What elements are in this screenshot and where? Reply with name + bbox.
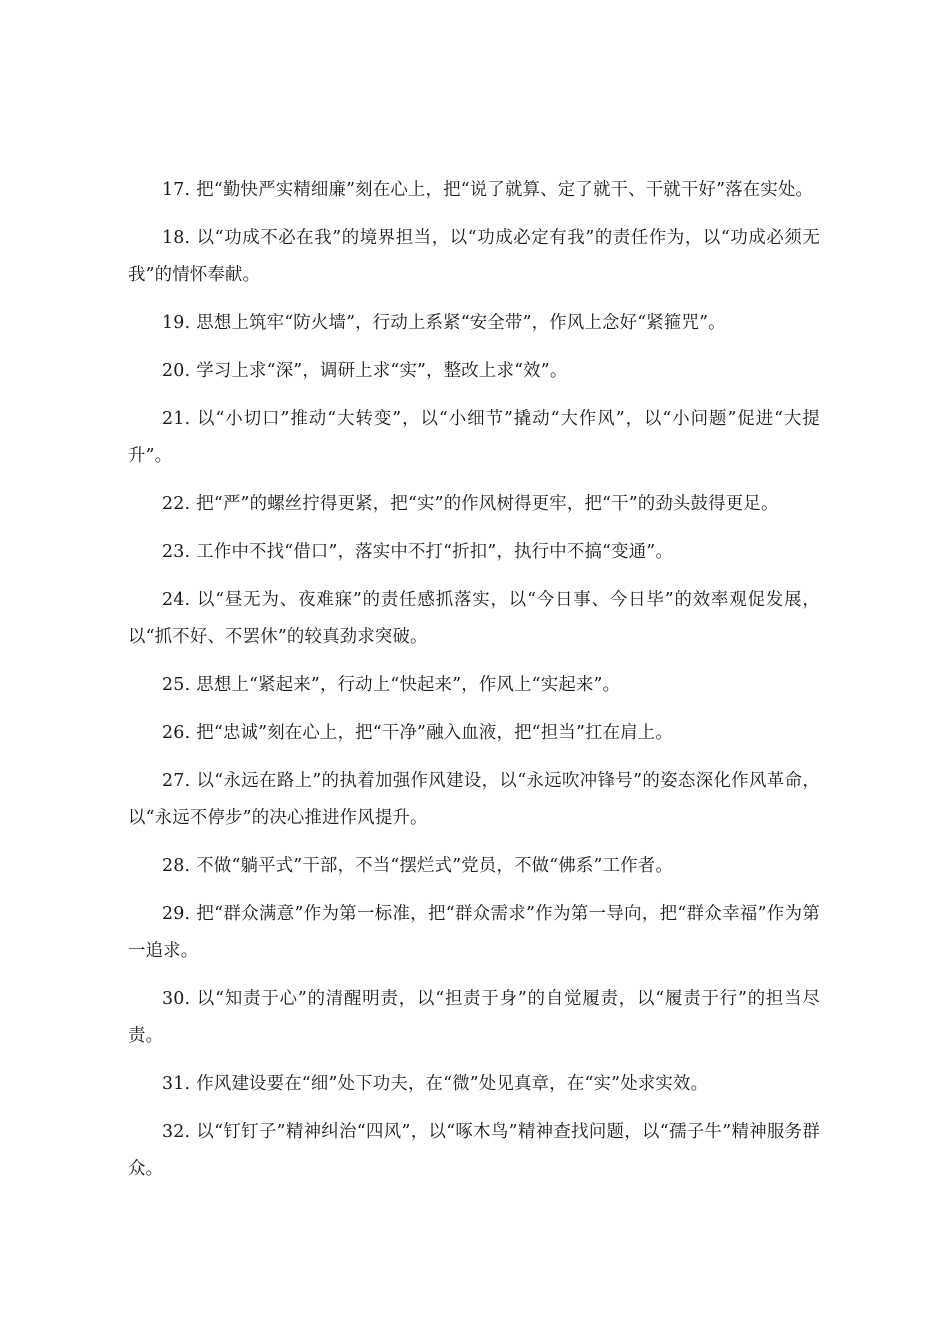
item-number: 19. [162, 313, 191, 333]
item-number: 22. [162, 494, 191, 514]
list-item [128, 582, 820, 656]
item-text: 把“忠诚”刻在心上，把“干净”融入血液，把“担当”扛在肩上。 [196, 723, 673, 743]
item-number: 18. [162, 228, 191, 248]
item-text: 以“功成不必在我”的境界担当，以“功成必定有我”的责任作为，以“功成必须无我”的情怀奉献。 [128, 228, 820, 285]
item-number: 32. [162, 1122, 191, 1142]
list-item [128, 1066, 820, 1103]
list-item [128, 305, 820, 342]
item-text: 不做“躺平式”干部，不当“摆烂式”党员，不做“佛系”工作者。 [196, 856, 673, 876]
list-item [128, 172, 820, 209]
list-item [128, 715, 820, 752]
list-item [128, 401, 820, 475]
item-number: 27. [162, 771, 191, 791]
item-number: 21. [162, 409, 191, 429]
list-item [128, 353, 820, 390]
item-text: 以“钉钉子”精神纠治“四风”，以“啄木鸟”精神查找问题，以“孺子牛”精神服务群众。 [128, 1122, 820, 1179]
list-item [128, 220, 820, 294]
item-number: 20. [162, 361, 191, 381]
item-text: 工作中不找“借口”，落实中不打“折扣”，执行中不搞“变通”。 [196, 542, 673, 562]
item-text: 以“知责于心”的清醒明责，以“担责于身”的自觉履责，以“履责于行”的担当尽责。 [128, 989, 820, 1046]
item-number: 23. [162, 542, 191, 562]
list-item [128, 763, 820, 837]
item-text: 思想上筑牢“防火墙”，行动上系紧“安全带”，作风上念好“紧箍咒”。 [196, 313, 726, 333]
item-text: 把“严”的螺丝拧得更紧，把“实”的作风树得更牢，把“干”的劲头鼓得更足。 [196, 494, 779, 514]
item-number: 30. [162, 989, 191, 1009]
item-text: 思想上“紧起来”，行动上“快起来”，作风上“实起来”。 [196, 675, 621, 695]
item-text: 把“勤快严实精细廉”刻在心上，把“说了就算、定了就干、干就干好”落在实处。 [196, 180, 814, 200]
item-number: 28. [162, 856, 191, 876]
item-text: 学习上求“深”，调研上求“实”，整改上求“效”。 [196, 361, 568, 381]
list-item [128, 534, 820, 571]
list-item [128, 1114, 820, 1188]
list-item [128, 981, 820, 1055]
list-item [128, 486, 820, 523]
item-number: 25. [162, 675, 191, 695]
item-text: 以“昼无为、夜难寐”的责任感抓落实，以“今日事、今日毕”的效率观促发展，以“抓不好、不罢休”的较真劲求突破。 [128, 590, 820, 647]
item-text: 把“群众满意”作为第一标准，把“群众需求”作为第一导向，把“群众幸福”作为第一追求。 [128, 904, 820, 961]
item-number: 24. [162, 590, 191, 610]
item-text: 作风建设要在“细”处下功夫，在“微”处见真章，在“实”处求实效。 [196, 1074, 709, 1094]
document-body [128, 172, 820, 1199]
item-number: 31. [162, 1074, 191, 1094]
list-item [128, 896, 820, 970]
item-number: 29. [162, 904, 191, 924]
item-number: 17. [162, 180, 191, 200]
list-item [128, 667, 820, 704]
item-text: 以“小切口”推动“大转变”，以“小细节”撬动“大作风”，以“小问题”促进“大提升”。 [128, 409, 820, 466]
item-number: 26. [162, 723, 191, 743]
item-text: 以“永远在路上”的执着加强作风建设，以“永远吹冲锋号”的姿态深化作风革命，以“永远不停步”的决心推进作风提升。 [128, 771, 820, 828]
list-item [128, 848, 820, 885]
